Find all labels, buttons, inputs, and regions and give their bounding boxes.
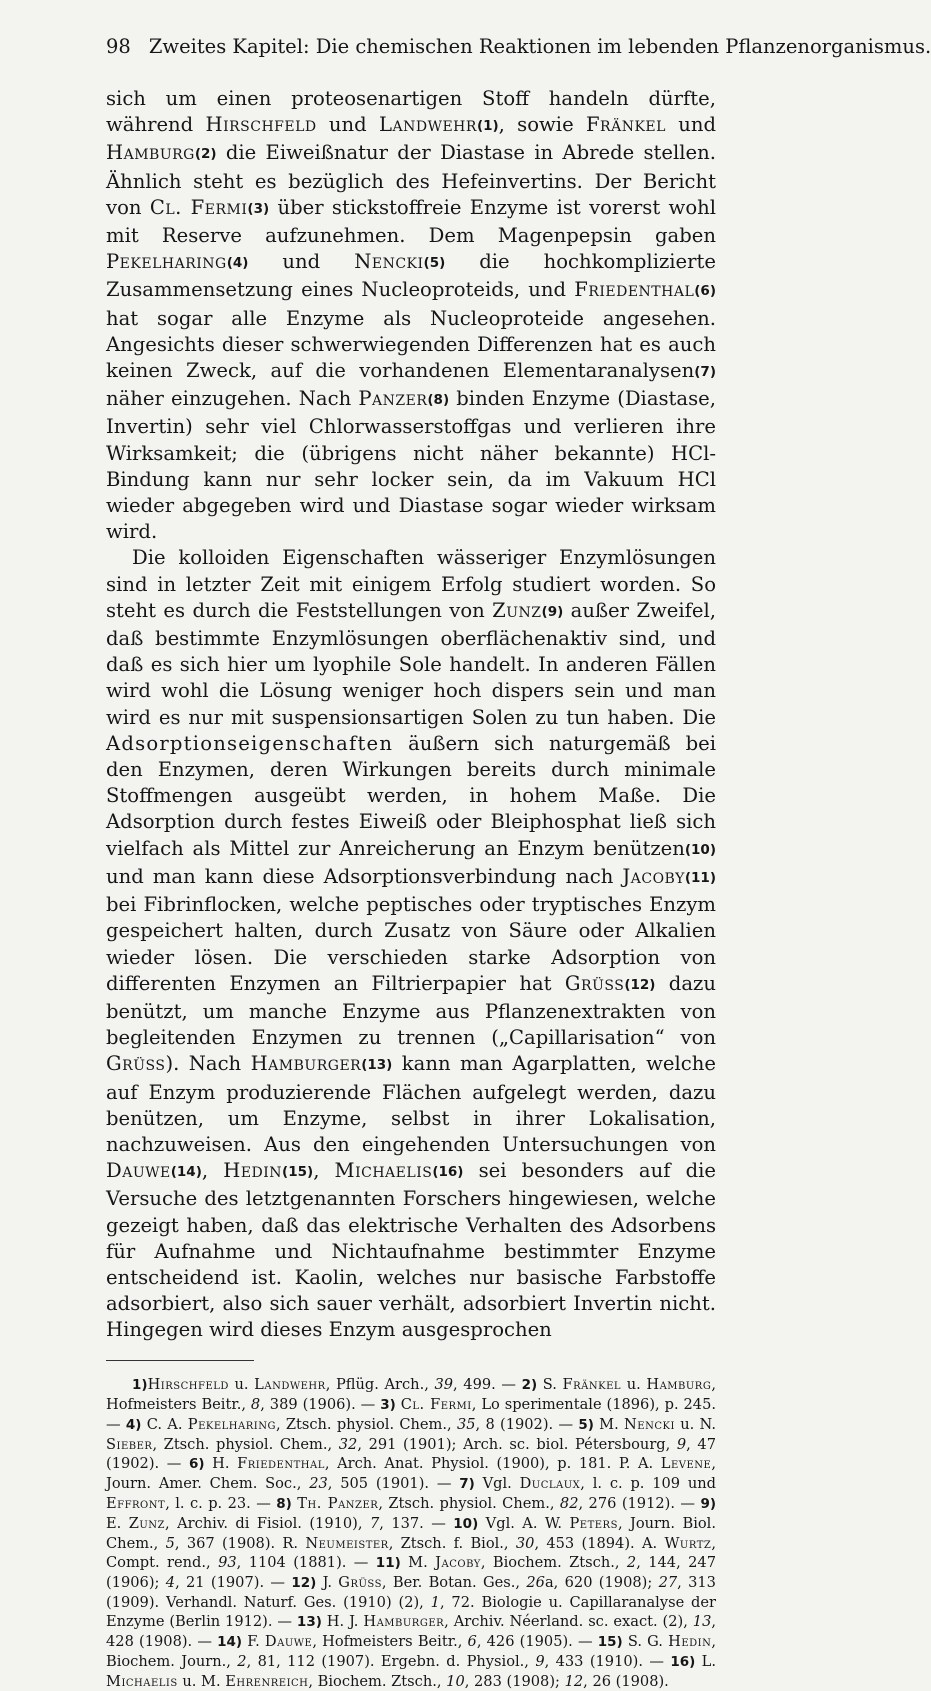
author-name: Levene [660,1454,712,1472]
footnote-number: 6) [188,1455,205,1472]
footnote-reference: (14) [170,1164,202,1181]
footnote-number: 14) [217,1634,243,1651]
volume-number: 6 [467,1633,477,1651]
author-name: Ehrenreich [225,1673,309,1691]
volume-number: 82 [559,1494,579,1512]
footnote-number: 2) [521,1376,538,1393]
author-name: Th. Panzer [297,1494,379,1512]
volume-number: 2 [626,1553,637,1571]
volume-number: 2 [237,1653,247,1671]
footnote-entry: 5) M. Nencki u. N. Sieber, Ztsch. physiol. Chem., 32, 291 (1901); Arch. sc. biol. Pétersbourg, 9, 47 (1902). — [106,1415,716,1472]
body-paragraph-2: Die kolloiden Eigenschaften wässeriger Enzymlösungen sind in letzter Zeit mit einigem Erfolg studiert worden. So steht es durch die Feststellungen von Zunz(9) außer Zweifel, daß bestimmte Enzymlösungen oberflächenaktiv sind, und daß es sich hier um lyophile Sole handelt. In anderen Fällen wird wohl die Lösung weniger hoch dispers sein und man wird es nur mit suspensionsartigen Solen zu tun haben. Die Adsorptionseigenschaften äußern sich naturgemäß bei den Enzymen, deren Wirkungen bereits durch minimale Stoffmengen ausgeübt werden, in hohem Maße. Die Adsorption durch festes Eiweiß oder Bleiphosphat ließ sich vielfach als Mittel zur Anreicherung an Enzym benützen(10) und man kann diese Adsorptionsverbindung nach Jacoby(11) bei Fibrinflocken, welche peptisches oder tryptisches Enzym gespeichert halten, durch Zusatz von Säure oder Alkalien wieder lösen. Die verschieden starke Adsorption von differenten Enzymen an Filtrierpapier hat Grüss(12) dazu benützt, um manche Enzyme aus Pflanzenextrakten von begleitenden Enzymen zu trennen („Capillarisation“ von Grüss). Nach Hamburger(13) kann man Agarplatten, welche auf Enzym produzierende Flächen aufgelegt werden, dazu benützen, um Enzyme, selbst in ihrer Lokalisation, nachzuweisen. Aus den eingehenden Untersuchungen von Dauwe(14), Hedin(15), Michaelis(16) sei besonders auf die Versuche des letztgenannten Forschers hingewiesen, welche gezeigt haben, daß das elektrische Verhalten des Adsorbens für Aufnahme und Nichtaufnahme bestimmter Enzyme entscheidend ist. Kaolin, welches nur basische Farbstoffe adsorbiert, also sich sauer verhält, adsorbiert Invertin nicht. Hingegen wird dieses Enzym ausgesprochen [106,546,716,1342]
author-name: Sieber [106,1435,153,1453]
footnote-number: 12) [291,1575,317,1592]
footnote-reference: (1) [476,118,499,135]
volume-number: 5 [165,1534,175,1552]
volume-number: 1 [430,1594,440,1612]
author-name: Dauwe [106,1159,171,1183]
author-name: Nencki [624,1415,675,1433]
footnote-reference: (4) [226,255,249,272]
volume-number: 7 [369,1514,380,1532]
author-name: Michaelis [106,1673,178,1691]
emphasized-term: Adsorptionseigenschaften [106,731,394,755]
footnote-entry: 1)Hirschfeld u. Landwehr, Pflüg. Arch., 39, 499. — [132,1375,522,1393]
author-name: Hedin [668,1633,712,1651]
footnote-reference: (11) [684,869,716,886]
author-name: Neumeister [305,1534,389,1552]
author-name: Zunz [128,1514,166,1532]
running-title: Zweites Kapitel: Die chemischen Reaktionen im lebenden Pflanzenorganismus. [148,35,931,58]
footnote-entry: 9) E. Zunz, Archiv. di Fisiol. (1910), 7, 137. — [106,1495,717,1532]
footnote-number: 10) [453,1515,479,1532]
volume-number: 23 [309,1474,328,1492]
footnote-entry: 10) Vgl. A. W. Peters, Journ. Biol. Chem., 5, 367 (1908). R. Neumeister, Ztsch. f. Biol., 30, 453 (1894). A. Wurtz, Compt. rend., 93, 1104 (1881). — [106,1514,716,1571]
author-name: Cl. Fermi [149,195,248,219]
footnote-reference: (2) [194,146,217,163]
volume-number: 35 [456,1415,476,1433]
page-number: 98 [106,35,131,58]
volume-number: 9 [676,1435,687,1453]
volume-number: 26 [526,1574,545,1592]
author-name: Cl. Fermi [400,1395,472,1413]
volume-number: 8 [250,1395,261,1413]
author-name: Landwehr [254,1375,326,1393]
author-name: Hamburg [646,1375,712,1393]
author-name: Landwehr [378,113,477,137]
volume-number: 12 [564,1673,584,1691]
author-name: Fränkel [562,1375,622,1393]
author-name: Peters [569,1514,618,1532]
author-name: Friedenthal [574,278,695,302]
footnote-number: 15) [597,1634,623,1651]
footnote-number: 8) [276,1495,292,1512]
footnote-entry: 6) H. Friedenthal, Arch. Anat. Physiol. (1900), p. 181. P. A. Levene, Journ. Amer. Chem. Soc., 23, 505 (1901). — [106,1454,716,1492]
author-name: Hamburger [363,1613,445,1631]
footnote-reference: (7) [694,364,716,381]
author-name: Hirschfeld [147,1375,229,1393]
author-name: Hamburg [106,141,195,165]
author-name: Grüss [564,971,625,995]
author-name: Wurtz [664,1534,712,1552]
author-name: Effront [106,1494,166,1512]
volume-number: 10 [446,1673,465,1691]
volume-number: 32 [338,1435,358,1453]
footnote-reference: (3) [247,200,270,217]
footnote-entry: 8) Th. Panzer, Ztsch. physiol. Chem., 82, 276 (1912). — [276,1494,701,1512]
footnote-reference: (16) [432,1164,464,1181]
volume-number: 39 [434,1375,454,1393]
volume-number: 4 [165,1574,176,1592]
footnote-number: 13) [296,1614,322,1631]
author-name: Nencki [354,250,424,274]
footnote-number: 5) [578,1416,594,1433]
footnote-entry: 14) F. Dauwe, Hofmeisters Beitr., 6, 426 (1905). — [217,1633,598,1651]
footnote-number: 11) [375,1554,401,1571]
footnote-entry: 7) Vgl. Duclaux, l. c. p. 109 und Effront, l. c. p. 23. — [106,1474,717,1512]
footnote-rule [106,1360,254,1361]
author-name: Panzer [358,387,428,411]
footnote-reference: (8) [427,392,450,409]
footnote-entry: 11) M. Jacoby, Biochem. Ztsch., 2, 144, 247 (1906); 4, 21 (1907). — [106,1553,716,1592]
author-name: Jacoby [622,864,685,888]
footnote-reference: (15) [282,1164,314,1181]
author-name: Friedenthal [237,1454,325,1472]
author-name: Pekelharing [106,250,227,274]
footnote-reference: (10) [684,841,716,858]
author-name: Fränkel [585,113,666,137]
footnote-reference: (12) [624,976,656,993]
footnote-number: 16) [670,1654,696,1671]
footnote-number: 9) [700,1495,717,1512]
footnote-entry: 13) H. J. Hamburger, Archiv. Néerland. sc. exact. (2), 13, 428 (1908). — [106,1613,716,1651]
running-header [106,34,931,60]
author-name: Hamburger [250,1052,362,1076]
footnote-number: 3) [380,1396,396,1413]
footnote-entry: 16) L. Michaelis u. M. Ehrenreich, Biochem. Ztsch., 10, 283 (1908); 12, 26 (1908). [106,1653,716,1691]
footnote-entry: 4) C. A. Pekelharing, Ztsch. physiol. Chem., 35, 8 (1902). — [125,1415,579,1433]
author-name: Jacoby [435,1553,481,1571]
author-name: Hedin [223,1159,283,1183]
volume-number: 30 [515,1534,535,1552]
footnote-entry: 3) Cl. Fermi, Lo sperimentale (1896), p. 245. — [106,1395,717,1433]
author-name: Duclaux [519,1474,581,1492]
footnote-entry: 15) S. G. Hedin, Biochem. Journ., 2, 81, 112 (1907). Ergebn. d. Physiol., 9, 433 (1910). — [106,1633,716,1671]
footnote-number: 1) [132,1376,148,1393]
footnote-entry: 2) S. Fränkel u. Hamburg, Hofmeisters Beitr., 8, 389 (1906). — [106,1375,716,1413]
footnotes [106,1375,716,1691]
volume-number: 93 [218,1553,237,1571]
footnote-number: 7) [459,1475,475,1492]
author-name: Pekelharing [187,1415,276,1433]
footnote-number: 4) [125,1416,142,1433]
author-name: Zunz [492,598,542,622]
footnote-reference: (5) [423,255,446,272]
author-name: Hirschfeld [205,113,317,137]
body-paragraph-1: sich um einen proteosenartigen Stoff handeln dürfte, während Hirschfeld und Landwehr(1), sowie Fränkel und Hamburg(2) die Eiweißnatur der Diastase in Abrede stellen. Ähnlich steht es bezüglich des Hefeinvertins. Der Bericht von Cl. Fermi(3) über stickstoffreie Enzyme ist vorerst wohl mit Reserve aufzunehmen. Dem Magenpepsin gaben Pekelharing(4) und Nencki(5) die hochkomplizierte Zusammensetzung eines Nucleoproteids, und Friedenthal(6) hat sogar alle Enzyme als Nucleoproteide angesehen. Angesichts dieser schwerwiegenden Differenzen hat es auch keinen Zweck, auf die vorhandenen Elementaranalysen(7) näher einzugehen. Nach Panzer(8) binden Enzyme (Diastase, Invertin) sehr viel Chlorwasserstoffgas und verlieren ihre Wirksamkeit; die (übrigens nicht näher bekannte) HCl-Bindung kann nur sehr locker sein, da im Vakuum HCl wieder abgegeben wird und Diastase sogar wieder wirksam wird. [106,87,717,544]
footnote-reference: (6) [694,283,716,300]
footnote-reference: (13) [361,1057,393,1074]
volume-number: 27 [658,1574,678,1592]
volume-number: 9 [535,1653,545,1671]
author-name: Grüss [338,1574,382,1592]
author-name: Grüss [106,1052,166,1076]
footnote-reference: (9) [541,603,564,620]
author-name: Dauwe [264,1633,313,1651]
volume-number: 13 [692,1613,712,1631]
footnote-entry: 12) J. Grüss, Ber. Botan. Ges., 26a, 620 (1908); 27, 313 (1909). Verhandl. Naturf. Ges. (1910) (2), 1, 72. Biologie u. Capillaranalyse der Enzyme (Berlin 1912). — [106,1574,716,1631]
author-name: Michaelis [334,1159,433,1183]
